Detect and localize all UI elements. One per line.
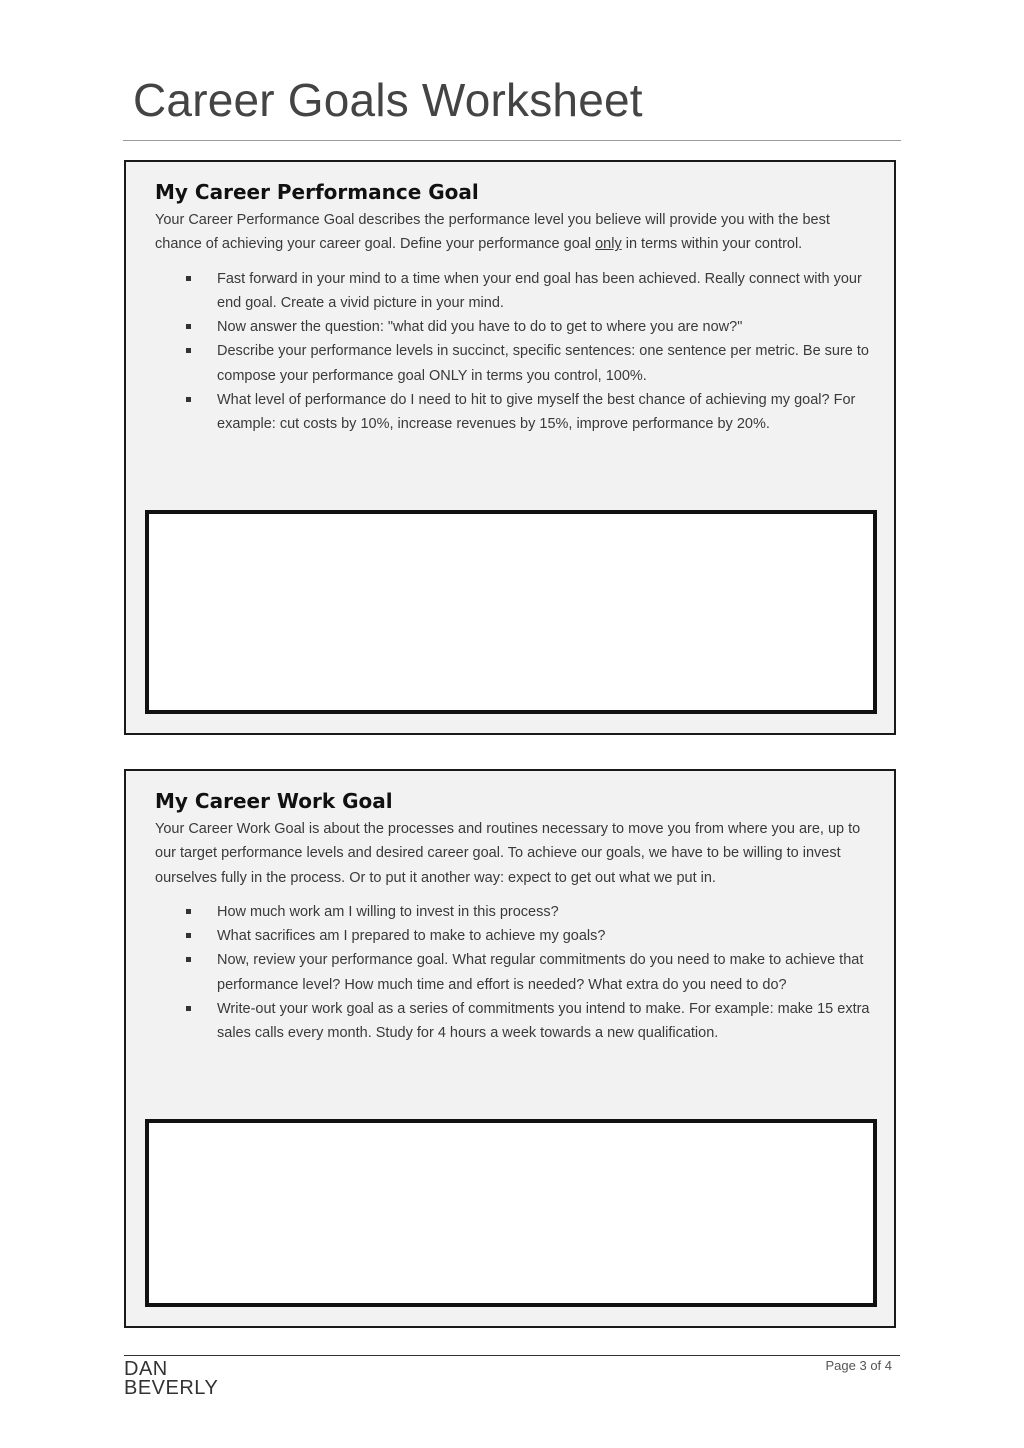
list-item [155,997,871,1046]
instruction-list [155,900,871,1046]
section-description [155,208,871,257]
bullet-marker [186,933,191,938]
list-item-text: Describe your performance levels in succinct, specific sentences: one sentence per metric. Be sure to compose your performance goal ONLY in terms you control, 100%. [217,343,869,384]
bullet-marker [186,276,191,281]
section-title: My Career Performance Goal [155,180,479,204]
bullet-marker [186,1006,191,1011]
list-item [155,948,871,997]
list-item-text: Fast forward in your mind to a time when your end goal has been achieved. Really connect with your end goal. Create a vivid picture in your mind. [217,270,862,311]
list-item [155,315,871,339]
page-number: Page 3 of 4 [825,1358,892,1373]
description-text: Your Career Performance Goal describes the performance level you believe will provide you with the best chance of achieving your career goal. Define your performance goal [155,212,830,253]
list-item-text: Write-out your work goal as a series of commitments you intend to make. For example: make 15 extra sales calls every month. Study for 4 hours a week towards a new qualification. [217,1001,870,1042]
bullet-marker [186,348,191,353]
logo-line-1: DAN [124,1358,168,1380]
performance-goal-section [124,160,896,735]
list-item [155,388,871,437]
list-item [155,339,871,388]
bullet-marker [186,324,191,329]
title-divider [123,140,901,141]
instruction-list [155,267,871,437]
list-item [155,900,871,924]
bullet-marker [186,909,191,914]
list-item-text: How much work am I willing to invest in this process? [217,903,559,920]
list-item [155,267,871,316]
performance-goal-answer-box[interactable] [145,510,877,714]
list-item-text: Now answer the question: "what did you have to do to get to where you are now?" [217,319,743,336]
dan-beverly-logo [124,1360,218,1398]
bullet-marker [186,397,191,402]
description-text: in terms within your control. [621,236,803,253]
section-description: Your Career Work Goal is about the processes and routines necessary to move you from where you are, up to our target performance levels and desired career goal. To achieve our goals, we have to be willing to invest ourselves fully in the process. Or to put it another way: expect to get out what we put in. [155,821,861,886]
list-item-text: What sacrifices am I prepared to make to achieve my goals? [217,928,606,945]
work-goal-answer-box[interactable] [145,1119,877,1307]
section-title: My Career Work Goal [155,789,393,813]
list-item [155,924,871,948]
work-goal-section [124,769,896,1328]
bullet-marker [186,957,191,962]
page-title: Career Goals Worksheet [133,74,643,126]
underlined-word: only [595,236,622,253]
list-item-text: What level of performance do I need to hit to give myself the best chance of achieving my goal? For example: cut costs by 10%, increase revenues by 15%, improve performance by 20%. [217,392,856,433]
list-item-text: Now, review your performance goal. What regular commitments do you need to make to achieve that performance level? How much time and effort is needed? What extra do you need to do? [217,952,864,993]
logo-line-2: BEVERLY [124,1377,219,1399]
footer-divider [124,1355,900,1356]
